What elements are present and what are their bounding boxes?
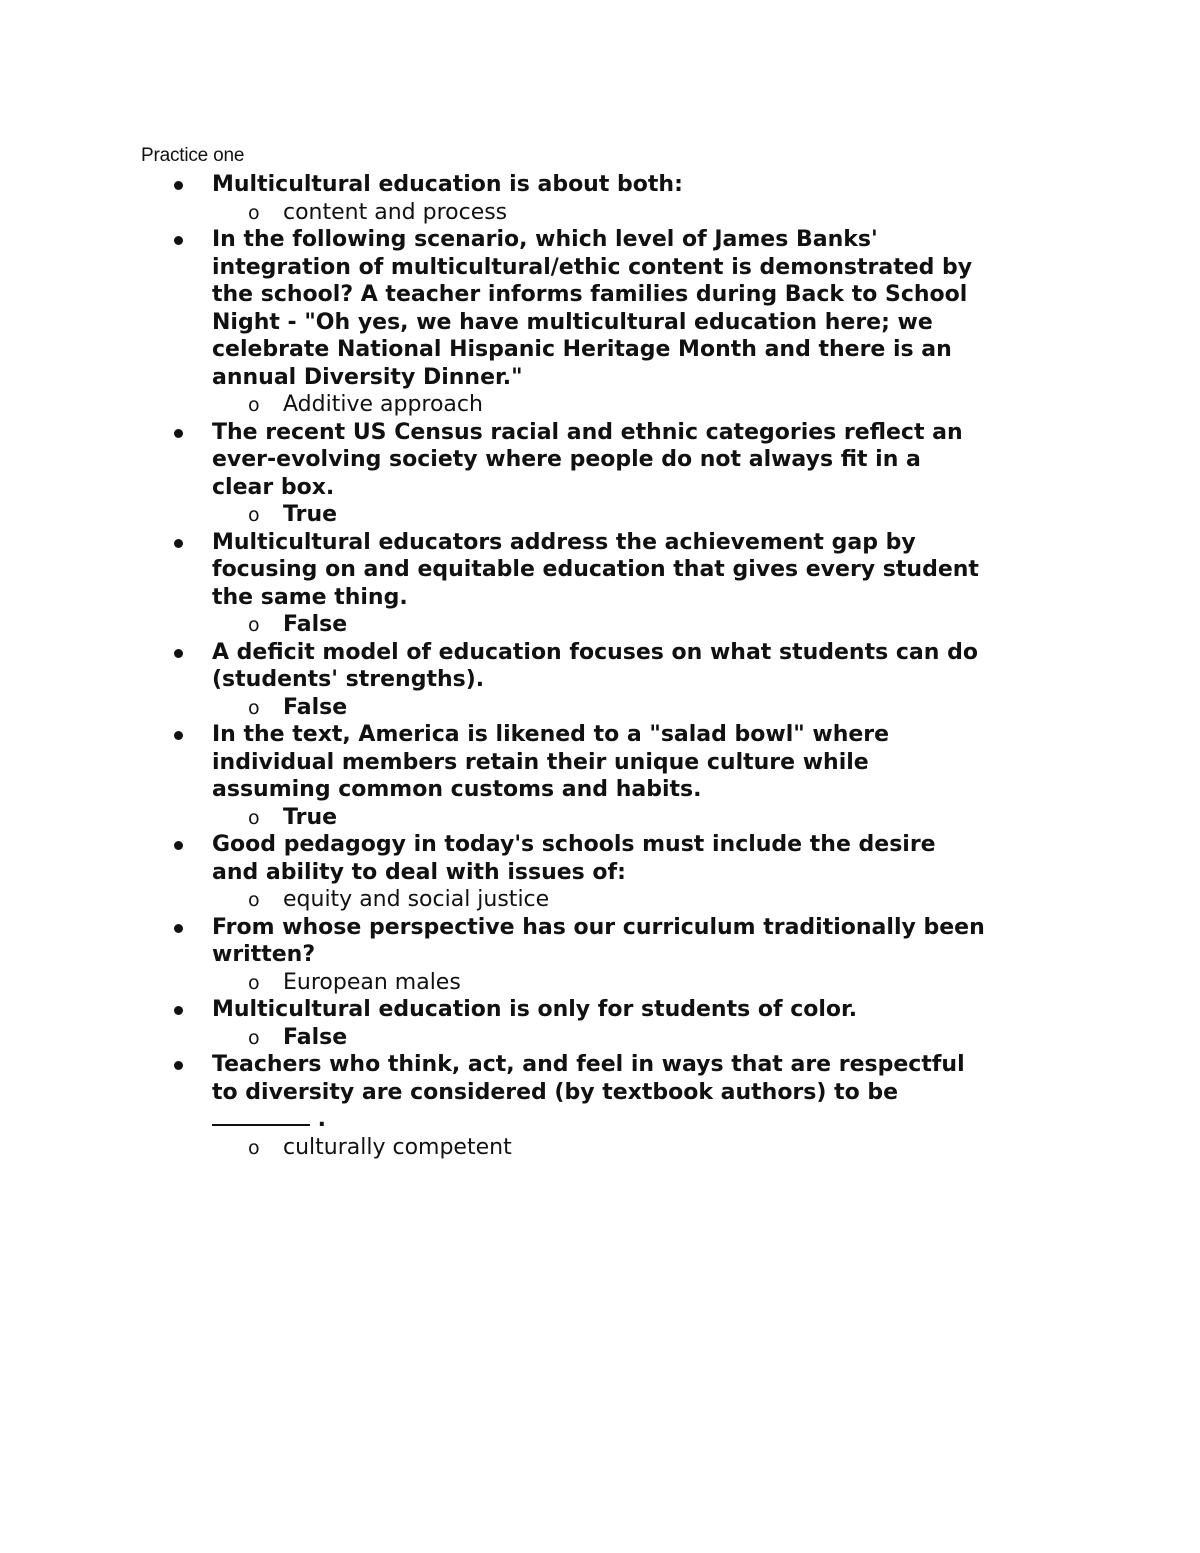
bullet-icon [174, 731, 183, 740]
question-item [0, 226, 1200, 419]
answer-item [0, 611, 1200, 639]
answer-text: equity and social justice [283, 887, 550, 912]
answer-text: False [283, 694, 348, 720]
sub-bullet-icon: o [248, 696, 260, 719]
question-item [0, 831, 1200, 914]
answer-item [0, 501, 1200, 529]
document-title: Practice one [141, 145, 245, 166]
question-text: From whose perspective has our curriculum traditionally been written? [212, 914, 985, 967]
bullet-icon [174, 539, 183, 548]
answer-text: content and process [283, 199, 508, 225]
answer-text: True [283, 804, 338, 830]
answer-item [0, 1024, 1200, 1052]
sub-bullet-icon: o [248, 1026, 260, 1049]
bullet-icon [174, 649, 183, 658]
question-text: In the text, America is likened to a "salad bowl" where individual members retain their unique culture while assuming common customs and habits. [212, 722, 890, 802]
question-item [0, 171, 1200, 226]
answer-item [0, 694, 1200, 722]
sub-bullet-icon: o [248, 1136, 260, 1159]
answer-item [0, 199, 1200, 227]
answer-text: False [283, 612, 348, 637]
question-item [0, 996, 1200, 1051]
answer-item [0, 804, 1200, 832]
question-text: Multicultural education is only for students of color. [212, 997, 858, 1022]
question-text: Good pedagogy in today's schools must include the desire and ability to deal with issues of: [212, 832, 936, 885]
blank-underline [212, 1106, 310, 1126]
bullet-icon [174, 1061, 183, 1070]
bullet-icon [174, 236, 183, 245]
answer-text: False [283, 1024, 348, 1050]
question-item [0, 529, 1200, 639]
sub-bullet-icon: o [248, 614, 260, 636]
question-text: Multicultural education is about both: [212, 172, 683, 197]
question-text: In the following scenario, which level of James Banks' integration of multicultural/ethic content is demonstrated by the school? A teacher informs families during Back to School Night - "Oh yes, we have multicultural education here; we celebrate National Hispanic Heritage Month and there is an annual Diversity Dinner." [212, 227, 973, 390]
question-list [0, 171, 1200, 1161]
bullet-icon [174, 841, 183, 850]
question-text: The recent US Census racial and ethnic categories reflect an ever-evolving society where people do not always fit in a clear box. [212, 419, 963, 500]
sub-bullet-icon: o [248, 504, 260, 526]
answer-text: Additive approach [283, 392, 483, 417]
answer-text: European males [283, 969, 461, 995]
question-text: Multicultural educators address the achievement gap by focusing on and equitable education that gives every student the same thing. [212, 529, 979, 610]
sub-bullet-icon: o [248, 201, 260, 224]
fill-in-blank-line [212, 1106, 1072, 1134]
question-text: Teachers who think, act, and feel in ways that are respectful to diversity are considered (by textbook authors) to be [212, 1052, 965, 1105]
bullet-icon [174, 1006, 183, 1015]
bullet-icon [174, 429, 183, 438]
question-item [0, 1051, 1200, 1161]
question-item [0, 639, 1200, 722]
answer-item [0, 969, 1200, 997]
answer-text: culturally competent [283, 1134, 512, 1160]
question-text: A deficit model of education focuses on what students can do (students' strengths). [212, 639, 978, 692]
bullet-icon [174, 181, 183, 190]
sub-bullet-icon: o [248, 806, 260, 829]
answer-text: True [283, 502, 338, 527]
question-item [0, 419, 1200, 529]
sub-bullet-icon: o [248, 394, 260, 416]
answer-item [0, 886, 1200, 914]
answer-item [0, 391, 1200, 419]
question-tail: . [317, 1107, 327, 1132]
bullet-icon [174, 924, 183, 933]
sub-bullet-icon: o [248, 889, 260, 911]
question-item [0, 721, 1200, 831]
question-item [0, 914, 1200, 997]
answer-item [0, 1134, 1200, 1162]
sub-bullet-icon: o [248, 971, 260, 994]
